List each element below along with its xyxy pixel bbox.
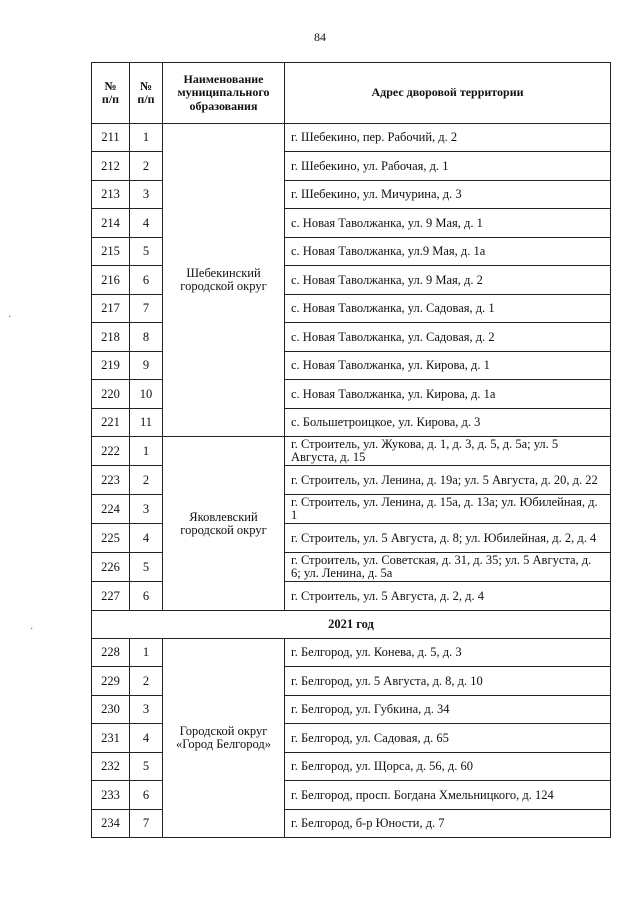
address: г. Белгород, ул. 5 Августа, д. 8, д. 10 — [285, 667, 611, 696]
row-index: 3 — [130, 495, 163, 524]
row-index: 1 — [130, 124, 163, 152]
row-index: 7 — [130, 810, 163, 838]
year-row — [92, 611, 611, 639]
address: г. Белгород, ул. Губкина, д. 34 — [285, 696, 611, 724]
row-number: 232 — [92, 753, 130, 781]
row-number: 229 — [92, 667, 130, 696]
row-number: 215 — [92, 238, 130, 266]
table-row — [92, 639, 611, 667]
row-index: 1 — [130, 639, 163, 667]
row-index: 2 — [130, 667, 163, 696]
row-index: 7 — [130, 295, 163, 323]
row-index: 2 — [130, 466, 163, 495]
address: с. Новая Таволжанка, ул. Садовая, д. 2 — [285, 323, 611, 352]
row-index: 1 — [130, 437, 163, 466]
address: г. Шебекино, пер. Рабочий, д. 2 — [285, 124, 611, 152]
row-number: 234 — [92, 810, 130, 838]
row-index: 3 — [130, 181, 163, 209]
row-number: 220 — [92, 380, 130, 409]
scan-speck: · — [8, 312, 12, 323]
address: г. Строитель, ул. Ленина, д. 15а, д. 13а; ул. Юбилейная, д. 1 — [285, 495, 611, 524]
address: г. Строитель, ул. 5 Августа, д. 2, д. 4 — [285, 582, 611, 611]
address: г. Белгород, ул. Щорса, д. 56, д. 60 — [285, 753, 611, 781]
address: г. Белгород, б-р Юности, д. 7 — [285, 810, 611, 838]
address: с. Новая Таволжанка, ул. 9 Мая, д. 2 — [285, 266, 611, 295]
row-index: 6 — [130, 582, 163, 611]
header-num: № п/п — [92, 63, 130, 124]
row-number: 225 — [92, 524, 130, 553]
address: с. Новая Таволжанка, ул.9 Мая, д. 1а — [285, 238, 611, 266]
row-index: 11 — [130, 409, 163, 437]
address: г. Белгород, просп. Богдана Хмельницкого, д. 124 — [285, 781, 611, 810]
row-index: 4 — [130, 209, 163, 238]
table-header-row — [92, 63, 611, 124]
address: г. Строитель, ул. Ленина, д. 19а; ул. 5 Августа, д. 20, д. 22 — [285, 466, 611, 495]
row-index: 5 — [130, 553, 163, 582]
row-number: 230 — [92, 696, 130, 724]
row-number: 223 — [92, 466, 130, 495]
row-index: 5 — [130, 753, 163, 781]
row-index: 9 — [130, 352, 163, 380]
row-number: 214 — [92, 209, 130, 238]
row-index: 2 — [130, 152, 163, 181]
header-muni: Наименование муниципального образования — [163, 63, 285, 124]
header-addr: Адрес дворовой территории — [285, 63, 611, 124]
row-index: 6 — [130, 781, 163, 810]
address: г. Белгород, ул. Садовая, д. 65 — [285, 724, 611, 753]
row-index: 10 — [130, 380, 163, 409]
address: с. Новая Таволжанка, ул. Садовая, д. 1 — [285, 295, 611, 323]
row-number: 216 — [92, 266, 130, 295]
table-row — [92, 124, 611, 152]
row-index: 4 — [130, 724, 163, 753]
row-index: 3 — [130, 696, 163, 724]
row-number: 226 — [92, 553, 130, 582]
row-number: 213 — [92, 181, 130, 209]
table-row — [92, 437, 611, 466]
row-index: 5 — [130, 238, 163, 266]
row-number: 212 — [92, 152, 130, 181]
municipality-name: Яковлевский городской округ — [163, 437, 285, 611]
row-index: 8 — [130, 323, 163, 352]
municipality-name: Городской округ «Город Белгород» — [163, 639, 285, 838]
row-number: 222 — [92, 437, 130, 466]
address-table — [91, 62, 611, 838]
table-body — [92, 124, 611, 838]
row-number: 224 — [92, 495, 130, 524]
page-number: 84 — [314, 30, 326, 44]
address: г. Строитель, ул. 5 Августа, д. 8; ул. Юбилейная, д. 2, д. 4 — [285, 524, 611, 553]
address: с. Новая Таволжанка, ул. Кирова, д. 1а — [285, 380, 611, 409]
row-number: 233 — [92, 781, 130, 810]
row-number: 231 — [92, 724, 130, 753]
scan-speck: · — [30, 624, 34, 635]
row-number: 228 — [92, 639, 130, 667]
row-number: 221 — [92, 409, 130, 437]
address: с. Новая Таволжанка, ул. 9 Мая, д. 1 — [285, 209, 611, 238]
address: г. Строитель, ул. Советская, д. 31, д. 35; ул. 5 Августа, д. 6; ул. Ленина, д. 5а — [285, 553, 611, 582]
header-idx: № п/п — [130, 63, 163, 124]
address: г. Строитель, ул. Жукова, д. 1, д. 3, д. 5, д. 5а; ул. 5 Августа, д. 15 — [285, 437, 611, 466]
row-number: 219 — [92, 352, 130, 380]
row-index: 6 — [130, 266, 163, 295]
row-number: 211 — [92, 124, 130, 152]
address: г. Шебекино, ул. Мичурина, д. 3 — [285, 181, 611, 209]
address: г. Белгород, ул. Конева, д. 5, д. 3 — [285, 639, 611, 667]
address: г. Шебекино, ул. Рабочая, д. 1 — [285, 152, 611, 181]
row-index: 4 — [130, 524, 163, 553]
address: с. Новая Таволжанка, ул. Кирова, д. 1 — [285, 352, 611, 380]
municipality-name: Шебекинский городской округ — [163, 124, 285, 437]
row-number: 227 — [92, 582, 130, 611]
row-number: 217 — [92, 295, 130, 323]
year-label: 2021 год — [92, 611, 611, 639]
row-number: 218 — [92, 323, 130, 352]
address: с. Большетроицкое, ул. Кирова, д. 3 — [285, 409, 611, 437]
